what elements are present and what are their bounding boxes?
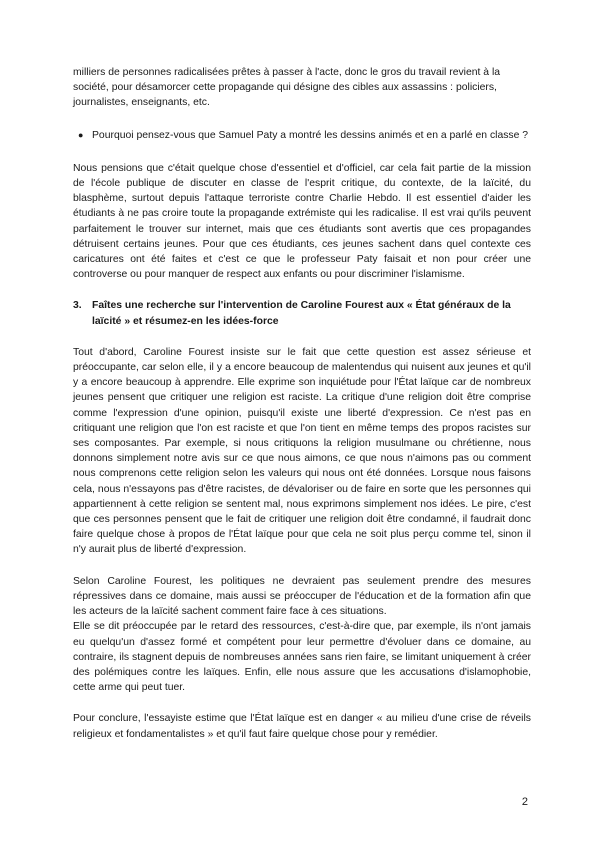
fourest-paragraph-2b: Elle se dit préoccupée par le retard des ressources, c'est-à-dire que, par exemple, ils n'ont jamais eu quelqu'un d'assez formé et compétent pour leur permettre d'évoluer dans ce domaine, au contraire, ils stagnent depuis de nombreuses années sans rien faire, se limitant uniquement à créer des polémiques contre les laïques. Enfin, elle nous assure que les accusations d'islamophobie, cette arme qui peut tuer. (73, 621, 531, 694)
answer-paty-paragraph: Nous pensions que c'était quelque chose d'essentiel et d'officiel, car cela fait partie de la mission de l'école publique de discuter en classe de l'esprit critique, du contexte, de la laïcité, du blasphème, surtout depuis l'attaque terroriste contre Charlie Hebdo. Il est essentiel d'aider les étudiants à ne pas croire toute la propagande extrémiste qui les radicalise. Il est vrai qu'ils peuvent parfaitement le trouver sur internet, mais que ces étudiants sont avertis que ces propagandes détruisent certains jeunes. Pour que ces étudiants, ces jeunes sachent dans quel contexte ces caricatures ont été faites et c'est ce que le professeur Paty faisait et non pour créer une controverse ou pour manquer de respect aux enfants ou pour discriminer l'islamisme. (73, 162, 531, 281)
fourest-paragraph-1: Tout d'abord, Caroline Fourest insiste sur le fait que cette question est assez sérieuse et préoccupante, car selon elle, il y a encore beaucoup de malentendus qui nuisent aux jeunes et qu'il y a encore beaucoup à apprendre. Elle exprime son inquiétude pour l'État laïque car de nombreux jeunes pensent que critiquer une religion est raciste. La critique d'une religion doit être comprise comme l'expression d'une opinion, puisqu'il existe une liberté d'expression. Ce n'est pas en critiquant une religion que l'on est raciste et que l'on tient en même temps des propos racistes sur ses composantes. Par exemple, si nous critiquons la religion musulmane ou chrétienne, nous donnons simplement notre avis sur ce que nous aimons, ce que nous n'aimons pas ou comment nous comprenons cette religion selon les valeurs qui nous ont été données. Lorsque nous faisons cela, nous n'essayons pas d'être racistes, de dévaloriser ou de faire en sorte que les personnes qui appartiennent à cette religion se sentent mal, nous exprimons simplement nos idées. Le pire, c'est que ces personnes pensent que le fait de critiquer une religion doit être condamné, il faudrait donc faire quelque chose à propos de l'État laïque pour que cela ne soit plus perçu comme tel, sinon il n'y aurait plus de liberté d'expression. (73, 346, 531, 556)
bullet-question-text: Pourquoi pensez-vous que Samuel Paty a montré les dessins animés et en a parlé en classe ? (92, 129, 529, 141)
section-heading-number: 3. (73, 300, 82, 312)
section-heading-text: Faîtes une recherche sur l'intervention de Caroline Fourest aux « État généraux de la laïcité » et résumez-en les idées-force (92, 300, 511, 327)
bullet-dot-icon: ● (78, 129, 84, 140)
fourest-paragraph-2a: Selon Caroline Fourest, les politiques ne devraient pas seulement prendre des mesures répressives dans ce domaine, mais aussi se préoccuper de l'éducation et de la formation afin que les acteurs de la laïcité sachent comment faire face à ces situations. (73, 575, 531, 618)
conclusion-paragraph: Pour conclure, l'essayiste estime que l'État laïque est en danger « au milieu d'une crise de réveils religieux et fondamentalistes » et qu'il faut faire quelque chose pour y remédier. (73, 713, 531, 740)
page-number: 2 (521, 796, 528, 808)
page-content (73, 65, 531, 742)
bullet-question (73, 128, 531, 143)
intro-paragraph: milliers de personnes radicalisées prêtes à passer à l'acte, donc le gros du travail revient à la société, pour désamorcer cette propagande qui désigne des cibles aux assassins : policiers, journalistes, enseignants, etc. (73, 67, 501, 109)
section-heading (73, 298, 531, 328)
